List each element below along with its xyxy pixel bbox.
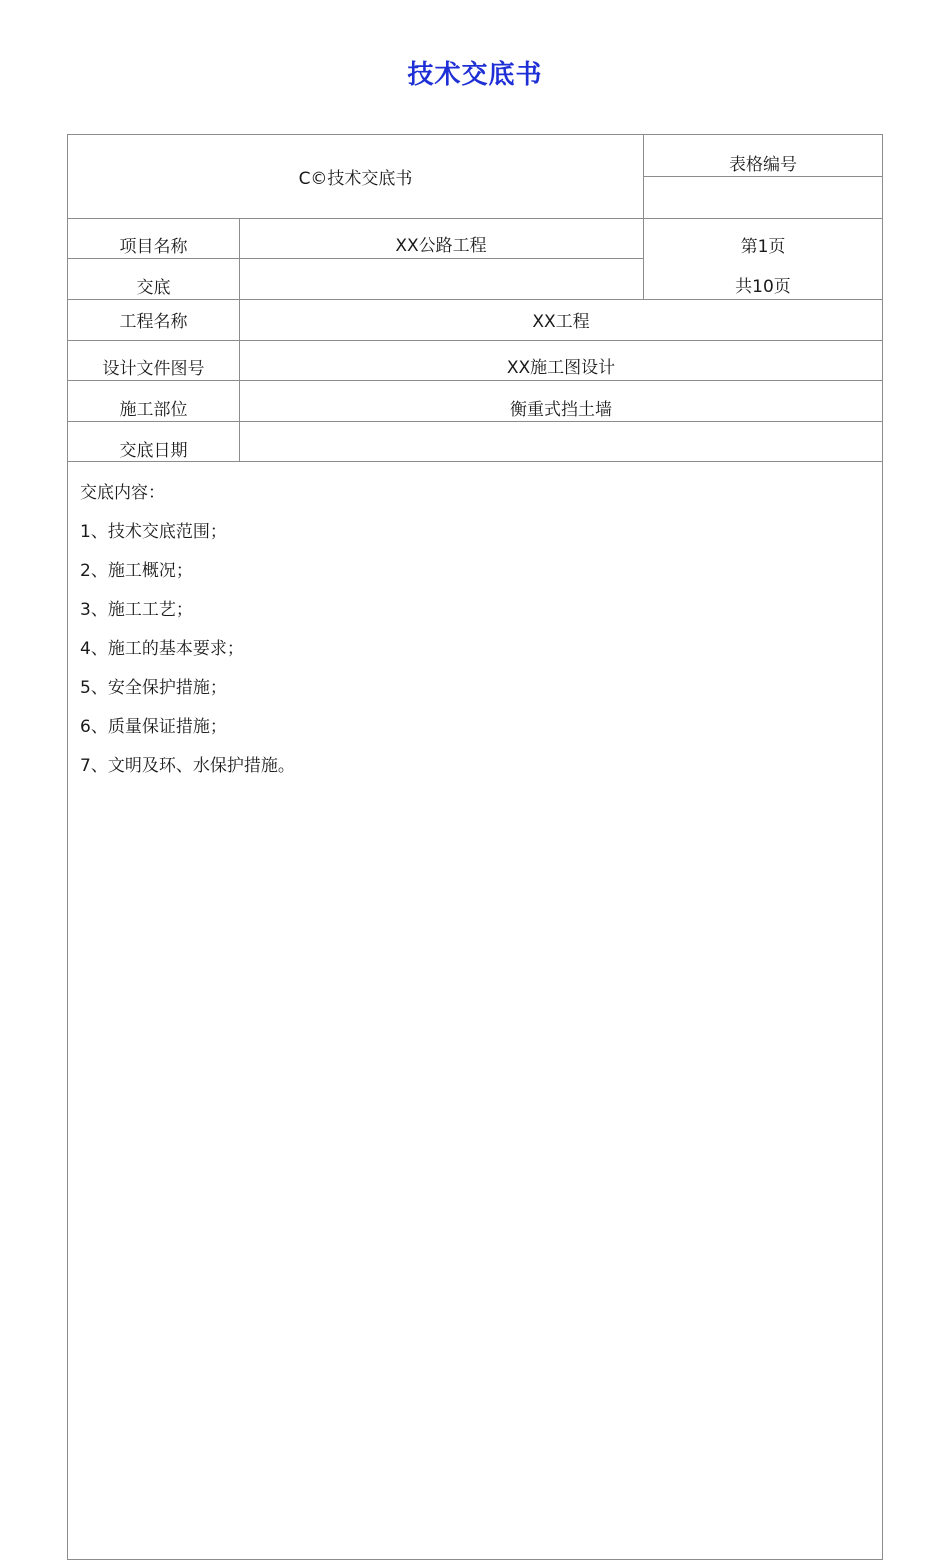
drawing-number-label: 设计文件图号 xyxy=(102,359,205,379)
content-item: 5、安全保护措施； xyxy=(80,678,227,698)
form-number-value[interactable] xyxy=(643,176,883,218)
work-name-value: XX工程 xyxy=(532,312,590,332)
date-value[interactable] xyxy=(239,421,883,461)
document-title: 技术交底书 xyxy=(407,60,543,90)
disclosure-content xyxy=(80,474,295,786)
date-label: 交底日期 xyxy=(119,441,188,461)
content-item: 7、文明及环、水保护措施。 xyxy=(80,756,295,776)
content-item: 4、施工的基本要求； xyxy=(80,639,244,659)
form-header-title: C©技术交底书 xyxy=(298,169,413,189)
disclosure-form xyxy=(67,134,883,1560)
disclosure-label: 交底 xyxy=(136,278,171,298)
location-label: 施工部位 xyxy=(119,400,188,420)
content-heading: 交底内容： xyxy=(80,483,165,503)
work-name-label: 工程名称 xyxy=(119,312,188,332)
page-current: 第1页 xyxy=(740,236,786,257)
drawing-number-value: XX施工图设计 xyxy=(506,358,616,378)
location-value: 衡重式挡土墙 xyxy=(510,400,612,420)
page-total: 共10页 xyxy=(735,276,791,297)
project-name-label: 项目名称 xyxy=(119,237,188,257)
form-number-label: 表格编号 xyxy=(729,155,797,175)
project-name-value: XX公路工程 xyxy=(395,236,487,256)
content-item: 1、技术交底范围； xyxy=(80,522,227,542)
content-item: 6、质量保证措施； xyxy=(80,717,227,737)
content-item: 2、施工概况； xyxy=(80,561,193,581)
content-item: 3、施工工艺； xyxy=(80,600,193,620)
disclosure-value[interactable] xyxy=(239,258,643,299)
